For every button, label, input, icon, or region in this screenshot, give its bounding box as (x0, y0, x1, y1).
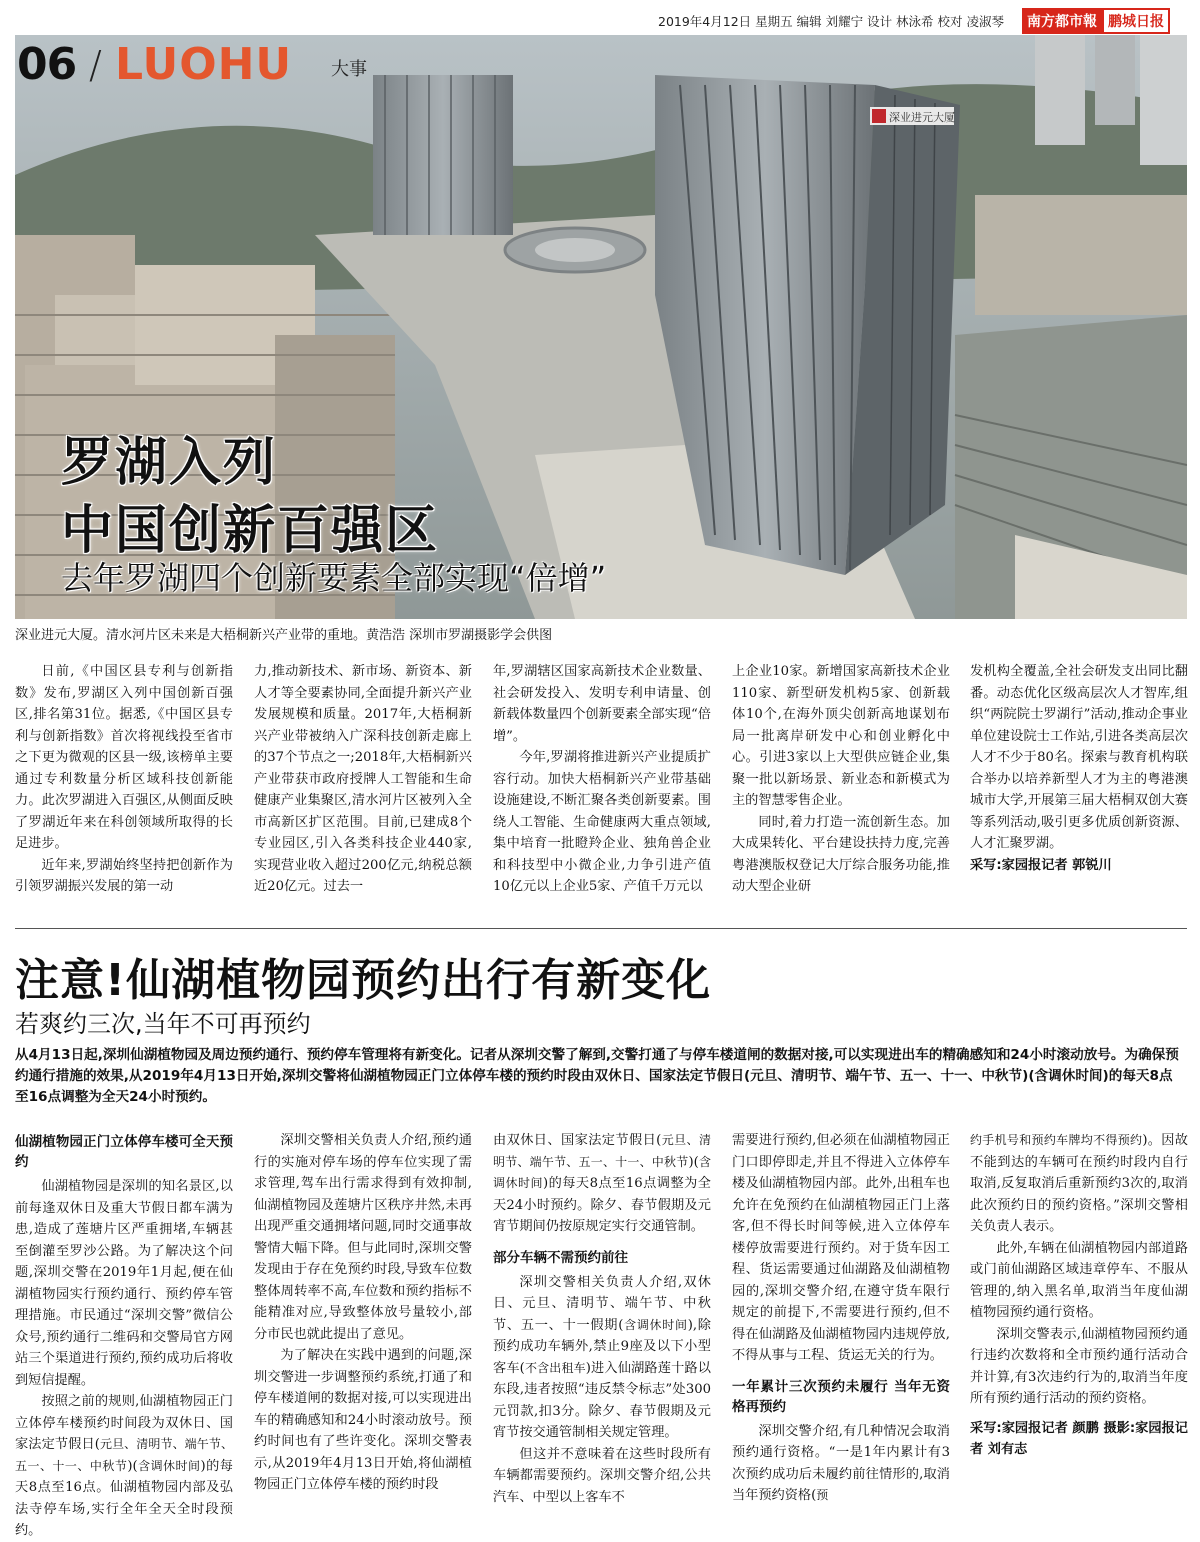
paragraph: 年,罗湖辖区国家高新技术企业数量、社会研发投入、发明专利申请量、创新载体数量四个创新要素全部实现“倍增”。 (493, 664, 711, 744)
section-divider (15, 928, 1187, 929)
paragraph: 需要进行预约,但必须在仙湖植物园正门口即停即走,并且不得进入立体停车楼及仙湖植物园内部。此外,出租车也允许在免预约在仙湖植物园正门上落客,但不得长时间等候,进入立体停车楼停放需要进行预约。对于货车因工程、货运需要通过仙湖路及仙湖植物园的,深圳交警介绍,在遵守货车限行规定的前提下,不需要进行预约,但不得在仙湖路及仙湖植物园内违规停放,不得从事与工程、货运无关的行为。 (732, 1133, 950, 1363)
paragraph: 同时,着力打造一流创新生态。加大成果转化、平台建设扶持力度,完善粤港澳版权登记大厅综合服务功能,推动大型企业研 (732, 814, 950, 894)
headline-line1: 罗湖入列 (61, 433, 278, 493)
subheading: 仙湖植物园正门立体停车楼可全天预约 (15, 1134, 233, 1170)
headline-line2: 中国创新百强区 (61, 501, 440, 561)
building-sign: 深业进元大厦 (889, 111, 955, 124)
paragraph: 发机构全覆盖,全社会研发支出同比翻番。动态优化区级高层次人才智库,组织“两院院士罗湖行”活动,推动企事业单位建设院士工作站,引进各类高层次人才不少于80名。探索与教育机构联合举办以培养新型人才为主的粤港澳城市大学,开展第三届大梧桐双创大赛等系列活动,吸引更多优质创新资源、人才汇聚罗湖。 (970, 664, 1188, 851)
article2-col4 (732, 1130, 950, 1507)
paragraph: 仙湖植物园是深圳的知名景区,以前每逢双休日及重大节假日都车满为患,造成了莲塘片区严重拥堵,车辆甚至倒灌至罗沙公路。为了解决这个问题,深圳交警在2019年1月起,便在仙湖植物园实行预约通行、预约停车管理措施。市民通过“深圳交警”微信公众号,预约通行二维码和交警局官方网站三个渠道进行预约,预约成功后将收到短信提醒。 (15, 1179, 233, 1388)
paragraph: 深圳交警相关负责人介绍,双休日、元旦、清明节、端午节、中秋节、五一、十一假期(含调休时间),除预约成功车辆外,禁止9座及以下小型客车(不含出租车)进入仙湖路莲十路以东段,违者按照“违反禁令标志”处300元罚款,扣3分。除夕、春节假期及元宵节按交通管制相关规定管理。 (493, 1274, 711, 1440)
paragraph: 深圳交警介绍,有几种情况会取消预约通行资格。“一是1年内累计有3次预约成功后未履约前往情形的,取消当年预约资格(预 (732, 1423, 950, 1503)
paragraph: 力,推动新技术、新市场、新资本、新人才等全要素协同,全面提升新兴产业发展规模和质量。2017年,大梧桐新兴产业带被纳入广深科技创新走廊上的37个节点之一;2018年,大梧桐新兴产业带获市政府授牌人工智能和生命健康产业集聚区,清水河片区被列入全市高新区扩区范围。目前,已建成8个专业园区,引入各类科技企业440家,实现营业收入超过200亿元,纳税总额近20亿元。过去一 (254, 664, 472, 894)
masthead-nandu: 南方都市報 (1022, 8, 1102, 34)
article1-col2 (254, 661, 472, 898)
paragraph: 约手机号和预约车牌均不得预约)。因故不能到达的车辆可在预约时段内自行取消,反复取消后重新预约3次的,取消此次预约日的预约资格。”深圳交警相关负责人表示。 (970, 1133, 1188, 1234)
article1-byline: 采写:家园报记者 郭锐川 (970, 857, 1112, 873)
article2-headline: 注意!仙湖植物园预约出行有新变化 (15, 955, 712, 1006)
paragraph: 按照之前的规则,仙湖植物园正门立体停车楼预约时间段为双休日、国家法定节假日(元旦、清明节、端午节、五一、十一、中秋节)(含调休时间)的每天8点至16点。仙湖植物园内部及弘法寺停车场,实行全年全天全时段预约。 (15, 1394, 233, 1538)
article2-col3 (493, 1130, 711, 1508)
subheading: 部分车辆不需预约前往 (493, 1249, 628, 1266)
article1-col4 (732, 661, 950, 898)
paragraph: 日前,《中国区县专利与创新指数》发布,罗湖区入列中国创新百强区,排名第31位。据悉,《中国区县专利与创新指数》首次将视线投至省市之下更为微观的区县一级,该榜单主要通过专利数量分析区域科技创新能力。此次罗湖进入百强区,从侧面反映了罗湖近年来在科创领域所取得的长足进步。 (15, 664, 233, 851)
article1-col3 (493, 661, 711, 898)
paragraph: 此外,车辆在仙湖植物园内部道路或门前仙湖路区域违章停车、不服从管理的,纳入黑名单,取消当年度仙湖植物园预约通行资格。 (970, 1240, 1188, 1320)
article2-col1 (15, 1130, 233, 1542)
paragraph: 深圳交警相关负责人介绍,预约通行的实施对停车场的停车位实现了需求管理,驾车出行需求得到有效抑制,仙湖植物园及莲塘片区秩序井然,未再出现严重交通拥堵问题,同时交通事故警情大幅下降。但与此同时,深圳交警发现由于存在免预约时段,导致车位数整体周转率不高,车位数和预约指标不能精准对应,导致整体放号量较小,部分市民也就此提出了意见。 (254, 1133, 472, 1342)
paragraph: 近年来,罗湖始终坚持把创新作为引领罗湖振兴发展的第一动 (15, 857, 233, 894)
page-number: 06 (17, 39, 77, 90)
article2-byline: 采写:家园报记者 颜鹏 摄影:家园报记者 刘有志 (970, 1420, 1188, 1457)
article1-col5 (970, 661, 1188, 876)
paragraph: 由双休日、国家法定节假日(元旦、清明节、端午节、五一、十一、中秋节)(含调休时间)的每天8点至16点调整为全天24小时预约。除夕、春节假期及元宵节期间仍按原规定实行交通管制。 (493, 1133, 711, 1234)
paragraph: 为了解决在实践中遇到的问题,深圳交警进一步调整预约系统,打通了和停车楼道闸的数据对接,可以实现进出车的精确感知和24小时滚动放号。预约时间也有了些许变化。深圳交警表示,从2019年4月13日开始,将仙湖植物园正门立体停车楼的预约时段 (254, 1348, 472, 1492)
masthead-pengcheng: 鹏城日报 (1102, 8, 1170, 34)
article2-lead: 从4月13日起,深圳仙湖植物园及周边预约通行、预约停车管理将有新变化。记者从深圳交警了解到,交警打通了与停车楼道闸的数据对接,可以实现进出车的精确感知和24小时滚动放号。为确保预约通行措施的效果,从2019年4月13日开始,深圳交警将仙湖植物园正门立体停车楼的预约时段由双休日、国家法定节假日(元旦、清明节、端午节、五一、十一、中秋节)(含调休时间)的每天8点至16点调整为全天24小时预约。 (15, 1047, 1179, 1105)
article2-col5 (970, 1130, 1188, 1461)
headline-subtitle: 去年罗湖四个创新要素全部实现“倍增” (61, 559, 607, 597)
section-name: LUOHU (115, 39, 293, 90)
masthead-logo (1022, 8, 1170, 34)
article2-subtitle: 若爽约三次,当年不可再预约 (15, 1010, 311, 1038)
hero-photo (15, 35, 1187, 619)
issue-meta: 2019年4月12日 星期五 编辑 刘耀宁 设计 林泳希 校对 凌淑琴 (658, 14, 1004, 29)
paragraph: 上企业10家。新增国家高新技术企业110家、新型研发机构5家、创新载体10个,在海外顶尖创新高地谋划布局一批离岸研发中心和创业孵化中心。引进3家以上大型供应链企业,集聚一批以新场景、新业态和新模式为主的智慧零售企业。 (732, 664, 950, 808)
photo-caption: 深业进元大厦。清水河片区未来是大梧桐新兴产业带的重地。黄浩浩 深圳市罗湖摄影学会供图 (15, 628, 553, 643)
article1-col1 (15, 661, 233, 898)
subheading: 一年累计三次预约未履行 当年无资格再预约 (732, 1378, 950, 1415)
section-category: 大事 (331, 59, 367, 80)
section-slash: / (89, 43, 102, 87)
paragraph: 深圳交警表示,仙湖植物园预约通行违约次数将和全市预约通行活动合并计算,有3次违约行为的,取消当年度所有预约通行活动的预约资格。 (970, 1326, 1188, 1406)
paragraph: 今年,罗湖将推进新兴产业提质扩容行动。加快大梧桐新兴产业带基础设施建设,不断汇聚各类创新要素。围绕人工智能、生命健康两大重点领域,集中培育一批瞪羚企业、独角兽企业和科技型中小微企业,力争引进产值10亿元以上企业5家、产值千万元以 (493, 750, 711, 894)
article2-col2 (254, 1130, 472, 1496)
paragraph: 但这并不意味着在这些时段所有车辆都需要预约。深圳交警介绍,公共汽车、中型以上客车不 (493, 1446, 711, 1505)
